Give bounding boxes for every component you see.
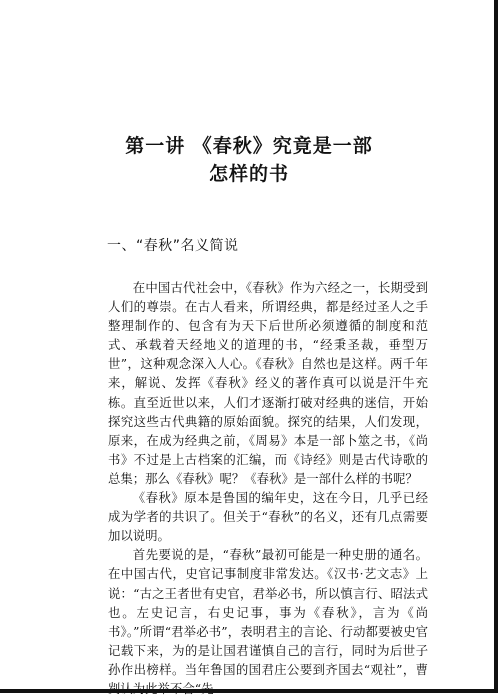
page-edge-right bbox=[494, 0, 498, 693]
section-heading: 一、“春秋”名义简说 bbox=[107, 238, 239, 254]
body-text bbox=[108, 278, 428, 698]
paragraph-1: 在中国古代社会中，《春秋》作为六经之一，长期受到人们的尊崇。在古人看来，所谓经典，都是经过圣人之手整理制作的、包含有为天下后世所必须遵循的制度和范式、承载着天经地义的道理的书，“经秉圣裁，垂型万世”，这种观念深入人心。《春秋》自然也是这样。两千年来，解说、发挥《春秋》经义的著作真可以说是汗牛充栋。直至近世以来，人们才逐渐打破对经典的迷信，开始探究这些古代典籍的原始面貌。探究的结果，人们发现，原来，在成为经典之前，《周易》本是一部卜筮之书，《尚书》不过是上古档案的汇编，而《诗经》则是古代诗歌的总集；那么《春秋》呢？《春秋》是一部什么样的书呢？ bbox=[108, 280, 428, 486]
chapter-title-line-2: 怎样的书 bbox=[208, 163, 289, 185]
chapter-title-line-1: 第一讲 《春秋》究竟是一部 bbox=[125, 135, 373, 157]
paragraph-3: 首先要说的是，“春秋”最初可能是一种史册的通名。在中国古代，史官记事制度非常发达。《汉书·艺文志》上说：“古之王者世有史官，君举必书，所以慎言行、昭法式也。左史记言，右史记事，事为《春秋》，言为《尚书》。”所谓“君举必书”，表明君主的言论、行动都要被史官记载下来，为的是让国君谨慎自己的言行，同时为后世子孙作出榜样。当年鲁国的国君庄公要到齐国去“观社”，曹 bbox=[108, 547, 428, 677]
paragraph-2: 《春秋》原本是鲁国的编年史，这在今日，几乎已经成为学者的共识了。但关于“春秋”的名义，还有几点需要加以说明。 bbox=[108, 490, 428, 544]
page-edge-bottom bbox=[0, 689, 498, 693]
